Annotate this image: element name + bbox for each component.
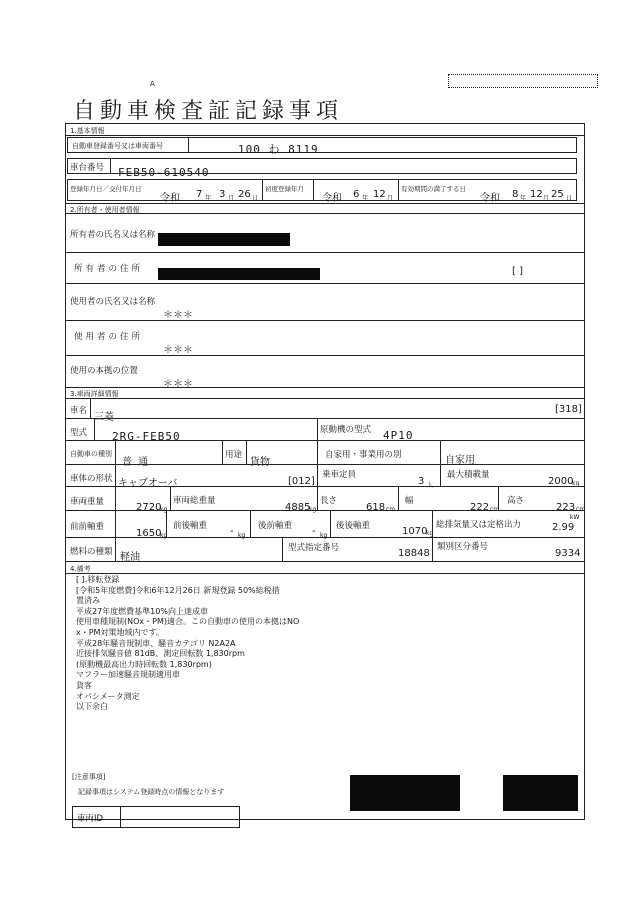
class-number-label: 類別区分番号 xyxy=(437,542,489,552)
capacity-unit: 人 xyxy=(427,482,434,489)
maker-label: 車名 xyxy=(70,406,88,416)
section-2-heading: 2.所有者・使用者情報 xyxy=(70,206,140,214)
height-value: 223 xyxy=(556,502,576,513)
remark-line: [ ].移転登録 xyxy=(76,575,120,584)
chassis-label: 車台番号 xyxy=(70,163,105,173)
private-value: 自家用 xyxy=(445,455,475,466)
remarks-block xyxy=(76,575,299,713)
remark-line: 近接排気騒音値 81dB、測定回転数 1,830rpm xyxy=(76,649,245,659)
issue-era: 令和 xyxy=(160,193,180,204)
engine-label: 原動機の型式 xyxy=(320,425,372,435)
fuel-label: 燃料の種類 xyxy=(70,547,113,557)
base-location-value: ＊＊＊ xyxy=(163,379,193,390)
remark-line: マフラー加速騒音規制適用車 xyxy=(76,670,180,680)
private-label: 自家用・事業用の別 xyxy=(325,450,402,460)
rear-front-axle-value: - xyxy=(312,526,316,537)
document-title: 自動車検査証記録事項 xyxy=(73,99,344,124)
section-1-heading: 1.基本情報 xyxy=(70,127,105,135)
use-value: 貨物 xyxy=(250,457,270,468)
maxload-value: 2000 xyxy=(548,476,574,487)
owner-address-bracket: [ ] xyxy=(512,266,523,277)
expiry-day: 25 xyxy=(551,189,564,200)
expiry-year: 8 xyxy=(512,189,519,200)
type-designation-label: 型式指定番号 xyxy=(288,543,340,553)
owner-name-redaction xyxy=(158,233,290,246)
kind-value: 普通 xyxy=(122,457,154,468)
gross-weight-value: 4885 xyxy=(285,502,311,513)
remark-line: 平成28年騒音規制車、騒音カテゴリ N2A2A xyxy=(76,638,236,648)
width-value: 222 xyxy=(470,502,490,513)
chassis-value: FEB50-610540 xyxy=(118,166,210,179)
notice-text: 記録事項はシステム登録時点の情報となります xyxy=(78,788,225,796)
remark-line: 以下余白 xyxy=(76,702,108,712)
first-reg-month: 12 xyxy=(373,189,386,200)
fuel-value: 軽油 xyxy=(120,552,140,563)
body-value: キャブオーバ xyxy=(118,478,178,489)
owner-address-label: 所有者の住所 xyxy=(74,264,144,274)
seal-redaction-right xyxy=(503,775,578,811)
issue-month: 3 xyxy=(219,189,226,200)
gross-weight-label: 車両総重量 xyxy=(173,496,216,506)
issue-year: 7 xyxy=(196,189,203,200)
first-reg-year: 6 xyxy=(353,189,360,200)
rear-rear-axle-value: 1070 xyxy=(402,526,428,537)
issue-day: 26 xyxy=(238,189,251,200)
capacity-value: 3 xyxy=(418,476,425,487)
base-location-label: 使用の本拠の位置 xyxy=(70,366,139,376)
expiry-month: 12 xyxy=(530,189,543,200)
remark-line: オパシメータ測定 xyxy=(76,691,140,701)
body-code: [012] xyxy=(288,476,315,487)
first-reg-label: 初度登録年月 xyxy=(265,185,304,193)
height-label: 高さ xyxy=(507,496,525,506)
front-rear-axle-value: - xyxy=(230,526,234,537)
engine-value: 4P10 xyxy=(383,429,414,442)
use-label: 用途 xyxy=(225,450,243,460)
reg-number-value: 100 わ 8119 xyxy=(238,143,319,156)
remark-line: 貨客 xyxy=(76,680,92,690)
type-designation-value: 18848 xyxy=(398,548,430,559)
reg-number-label: 自動車登録番号又は車両番号 xyxy=(72,142,163,150)
owner-address-redaction xyxy=(158,268,320,280)
remark-line: 置済み xyxy=(76,596,100,606)
user-address-value: ＊＊＊ xyxy=(163,345,193,356)
rear-rear-axle-label: 後後軸重 xyxy=(336,521,371,531)
displacement-value: 2.99 xyxy=(552,522,575,533)
user-name-label: 使用者の氏名又は名称 xyxy=(70,297,156,307)
remark-line: 使用車種規制(NOx・PM)適合。この自動車の使用の本拠はNO xyxy=(76,617,300,627)
user-address-label: 使用者の住所 xyxy=(74,332,144,342)
maker-code: [318] xyxy=(555,404,582,415)
weight-value: 2720 xyxy=(136,502,162,513)
class-number-value: 9334 xyxy=(555,548,581,559)
remark-line: (原動機最高出力時回転数 1,830rpm) xyxy=(76,659,212,669)
expiry-label: 有効期間の満了する日 xyxy=(401,185,466,193)
capacity-label: 乗車定員 xyxy=(322,470,357,480)
seal-redaction-left xyxy=(350,775,460,811)
length-label: 長さ xyxy=(320,496,338,506)
remark-line: x・PM対策地域内です。 xyxy=(76,627,164,637)
user-name-value: ＊＊＊ xyxy=(163,310,193,321)
remark-line: [令和5年度燃費]令和6年12月26日 新規登録 50%総税措 xyxy=(76,585,280,595)
top-mark: A xyxy=(150,80,155,88)
body-label: 車体の形状 xyxy=(70,474,113,484)
section-3-heading: 3.車両詳細情報 xyxy=(70,390,119,398)
width-label: 幅 xyxy=(405,496,414,506)
displacement-unit: kW xyxy=(570,514,580,521)
rear-front-axle-label: 後前軸重 xyxy=(258,521,293,531)
length-value: 618 xyxy=(366,502,386,513)
displacement-label: 総排気量又は定格出力 xyxy=(436,520,522,530)
kind-label: 自動車の種別 xyxy=(70,450,112,458)
section-4-heading: 4.備考 xyxy=(70,565,91,573)
first-reg-era: 令和 xyxy=(322,193,342,204)
weight-label: 車両重量 xyxy=(70,497,105,507)
model-label: 型式 xyxy=(70,428,88,438)
expiry-era: 令和 xyxy=(480,193,500,204)
front-rear-axle-label: 前後軸重 xyxy=(173,521,208,531)
maxload-label: 最大積載量 xyxy=(447,470,490,480)
notice-label: [注意事項] xyxy=(72,773,106,781)
model-value: 2RG-FEB50 xyxy=(112,430,181,443)
stamp-box xyxy=(448,74,598,88)
front-front-axle-value: 1650 xyxy=(136,528,162,539)
maker-value: 三菱 xyxy=(94,412,114,423)
front-front-axle-label: 前前軸重 xyxy=(70,522,105,532)
vehicle-id-label: 車両ID xyxy=(77,814,104,824)
owner-name-label: 所有者の氏名又は名称 xyxy=(70,230,156,240)
issue-date-label: 登録年月日／交付年月日 xyxy=(70,185,142,193)
remark-line: 平成27年度燃費基準10%向上達成車 xyxy=(76,606,208,616)
